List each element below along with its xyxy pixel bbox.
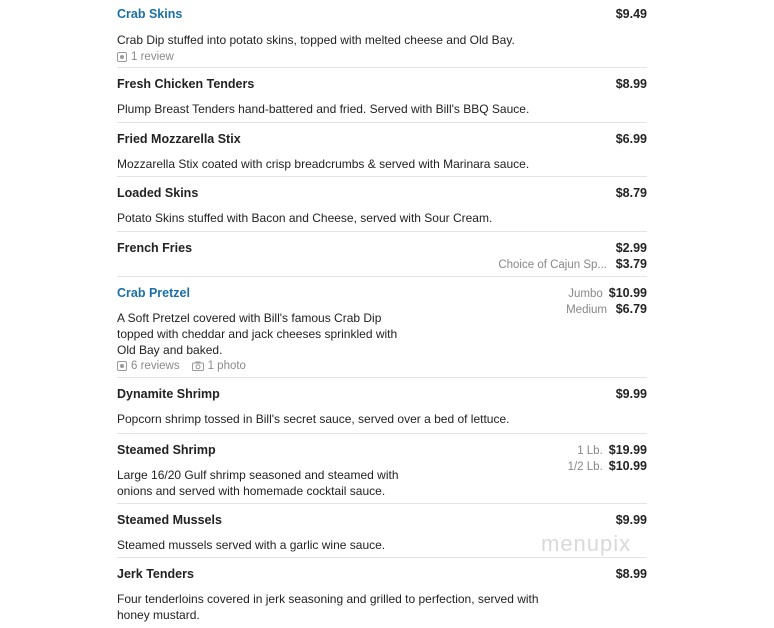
item-description: Large 16/20 Gulf shrimp seasoned and steamed with onions and served with homemade cocktail sauce. (117, 468, 399, 498)
photos-link[interactable] (192, 360, 246, 372)
item-price: $9.49 (615, 7, 647, 21)
review-icon (117, 361, 127, 371)
menu-item (117, 558, 647, 628)
item-description: Four tenderloins covered in jerk seasoning and grilled to perfection, served with honey mustard. (117, 592, 539, 622)
reviews-count: 1 review (131, 51, 174, 63)
item-price: $19.99 (608, 443, 647, 457)
menupix-watermark: menupix (541, 531, 632, 556)
item-prices (613, 77, 647, 93)
item-prices (613, 132, 647, 148)
item-price: $10.99 (608, 286, 647, 300)
menu-item (117, 0, 647, 68)
item-description: Mozzarella Stix coated with crisp breadcrumbs & served with Marinara sauce. (117, 157, 530, 171)
item-name: Fried Mozzarella Stix (117, 132, 241, 146)
item-prices (566, 286, 647, 317)
item-prices (613, 567, 647, 583)
item-name: Steamed Mussels (117, 513, 222, 527)
item-prices (613, 7, 647, 23)
price-option-label: 1/2 Lb. (567, 460, 603, 473)
item-prices (613, 387, 647, 403)
item-price: $8.99 (615, 567, 647, 581)
item-description: A Soft Pretzel covered with Bill's famous Crab Dip topped with cheddar and jack cheeses sprinkled with Old Bay and baked. (117, 311, 398, 357)
item-prices (613, 513, 647, 529)
item-description: Crab Dip stuffed into potato skins, topped with melted cheese and Old Bay. (117, 33, 515, 47)
menu-item (117, 232, 647, 277)
item-meta (117, 51, 186, 63)
item-name: French Fries (117, 241, 193, 255)
item-prices (498, 241, 647, 272)
item-price: $8.99 (615, 77, 647, 91)
item-name-link[interactable]: Crab Pretzel (117, 286, 190, 300)
reviews-link[interactable] (117, 360, 180, 372)
item-description: Plump Breast Tenders hand-battered and fried. Served with Bill's BBQ Sauce. (117, 102, 530, 116)
item-price: $2.99 (615, 241, 647, 255)
item-name: Jerk Tenders (117, 567, 194, 581)
reviews-count: 6 reviews (131, 360, 180, 372)
menu-item (117, 277, 647, 378)
menu-item (117, 177, 647, 232)
item-price: $9.99 (615, 513, 647, 527)
price-option-label: 1 Lb. (577, 445, 603, 457)
menu-item (117, 434, 647, 504)
item-meta (117, 360, 258, 372)
menu-item (117, 378, 647, 434)
item-price: $8.79 (615, 186, 647, 200)
item-price: $6.99 (615, 132, 647, 146)
item-description: Potato Skins stuffed with Bacon and Cheese, served with Sour Cream. (117, 211, 493, 225)
item-price: $9.99 (615, 387, 647, 401)
review-icon (117, 52, 127, 62)
reviews-link[interactable] (117, 51, 174, 63)
item-price: $6.79 (615, 301, 647, 316)
price-option-label: Jumbo (568, 288, 603, 300)
item-price: $3.79 (615, 256, 647, 271)
item-description: Steamed mussels served with a garlic wine sauce. (117, 538, 386, 552)
price-option-label: Medium (566, 303, 607, 316)
price-option-label: Choice of Cajun Sp... (498, 258, 607, 271)
item-name: Steamed Shrimp (117, 443, 216, 457)
item-price: $10.99 (608, 458, 647, 473)
item-name: Dynamite Shrimp (117, 387, 220, 401)
item-prices (568, 443, 647, 474)
camera-icon (192, 361, 204, 371)
item-description: Popcorn shrimp tossed in Bill's secret sauce, served over a bed of lettuce. (117, 412, 510, 426)
item-name: Fresh Chicken Tenders (117, 77, 255, 91)
menu-item (117, 123, 647, 177)
item-prices (613, 186, 647, 202)
item-name-link[interactable]: Crab Skins (117, 7, 183, 21)
item-name: Loaded Skins (117, 186, 199, 200)
menu-item (117, 68, 647, 123)
photos-count: 1 photo (207, 360, 246, 372)
